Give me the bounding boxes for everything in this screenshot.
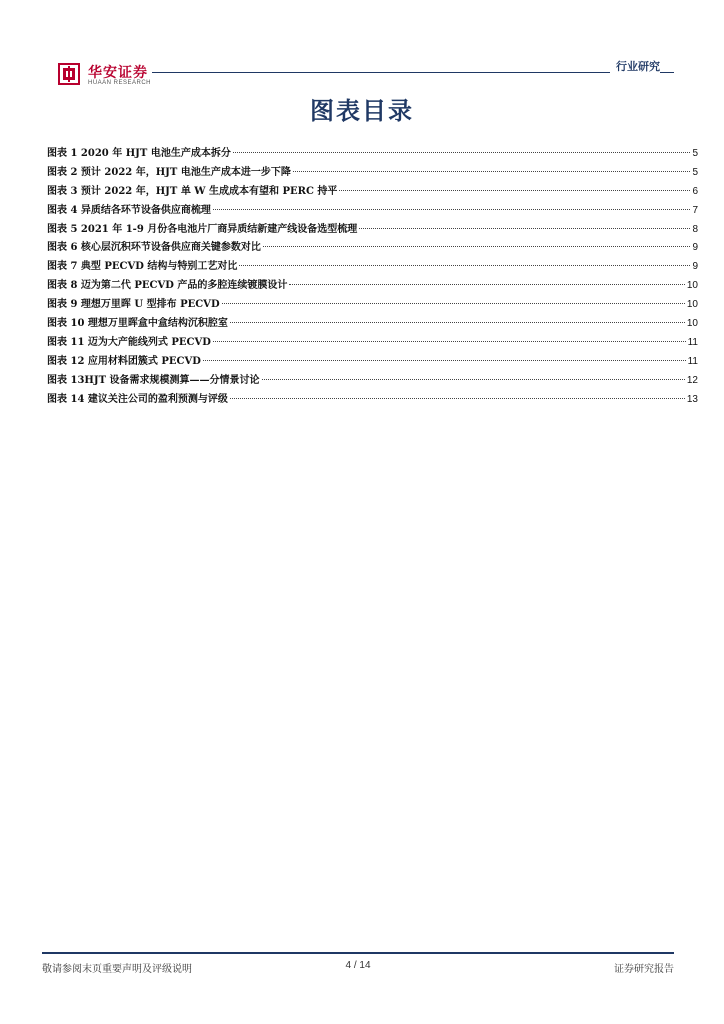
toc-entry[interactable] — [47, 261, 698, 280]
toc-entry[interactable] — [47, 375, 698, 394]
toc-entry-page: 10 — [686, 299, 698, 311]
toc-entry[interactable] — [47, 242, 698, 261]
toc-entry-page: 5 — [692, 166, 698, 178]
page-header — [52, 58, 674, 94]
toc-entry-label: 图表 3 预计 2022 年，HJT 单 W 生成成本有望和 PERC 持平 — [47, 185, 338, 197]
dot-leader — [262, 379, 685, 380]
dot-leader — [203, 360, 686, 361]
toc-entry-label: 图表 11 迈为大产能线列式 PECVD — [47, 336, 211, 348]
toc-entry[interactable] — [47, 337, 698, 356]
toc-entry-page: 9 — [692, 242, 698, 254]
dot-leader — [263, 246, 691, 247]
dot-leader — [230, 398, 685, 399]
dot-leader — [359, 228, 690, 229]
toc-entry-label: 图表 8 迈为第二代 PECVD 产品的多腔连续镀膜设计 — [47, 280, 288, 292]
dot-leader — [222, 303, 685, 304]
toc-entry-label: 图表 12 应用材料团簇式 PECVD — [47, 355, 201, 367]
toc-entry-label: 图表 6 核心层沉积环节设备供应商关键参数对比 — [47, 242, 261, 254]
logo-text-en: HUAAN RESEARCH — [88, 80, 152, 86]
toc-entry[interactable] — [47, 356, 698, 375]
dot-leader — [233, 152, 691, 153]
toc-entry-page: 7 — [692, 204, 698, 216]
toc-entry-label: 图表 13HJT 设备需求规模测算——分情景讨论 — [47, 374, 260, 386]
disclaimer-note: 敬请参阅末页重要声明及评级说明 — [42, 964, 192, 975]
toc-entry-label: 图表 2 预计 2022 年，HJT 电池生产成本进一步下降 — [47, 166, 291, 178]
toc-entry[interactable] — [47, 318, 698, 337]
toc-entry-page: 11 — [687, 355, 698, 367]
toc-entry-page: 11 — [687, 336, 698, 348]
document-type: 证券研究报告 — [614, 964, 674, 975]
toc-entry-page: 8 — [692, 223, 698, 235]
toc-entry-label: 图表 4 异质结各环节设备供应商梳理 — [47, 204, 211, 216]
page-footer — [42, 952, 674, 982]
toc-entry[interactable] — [47, 148, 698, 167]
dot-leader — [289, 284, 684, 285]
toc-entry[interactable] — [47, 394, 698, 413]
toc-entry-page: 10 — [686, 280, 698, 292]
toc-entry[interactable] — [47, 299, 698, 318]
toc-entry-label: 图表 1 2020 年 HJT 电池生产成本拆分 — [47, 148, 231, 159]
toc-entry[interactable] — [47, 167, 698, 186]
toc-entry-page: 13 — [686, 393, 698, 405]
toc-entry[interactable] — [47, 205, 698, 224]
toc-entry[interactable] — [47, 280, 698, 299]
dot-leader — [239, 265, 690, 266]
header-divider — [152, 72, 674, 73]
toc-entry-label: 图表 14 建议关注公司的盈利预测与评级 — [47, 393, 228, 405]
page-title: 图表目录 — [310, 96, 414, 125]
company-logo — [58, 60, 198, 90]
report-category: 行业研究 — [610, 58, 660, 74]
footer-divider — [42, 952, 674, 954]
toc-entry-page: 5 — [692, 148, 698, 159]
dot-leader — [339, 190, 690, 191]
toc-entry-page: 6 — [692, 185, 698, 197]
figure-index — [47, 148, 698, 412]
toc-entry-label: 图表 7 典型 PECVD 结构与特别工艺对比 — [47, 261, 238, 273]
toc-entry[interactable] — [47, 224, 698, 243]
dot-leader — [293, 171, 691, 172]
toc-entry-page: 9 — [692, 261, 698, 273]
toc-entry-label: 图表 9 理想万里晖 U 型排布 PECVD — [47, 299, 220, 311]
toc-entry-page: 12 — [686, 374, 698, 386]
dot-leader — [230, 322, 685, 323]
toc-entry-page: 10 — [686, 318, 698, 330]
company-logo-icon — [58, 63, 80, 85]
page-number: 4 / 14 — [345, 960, 371, 971]
dot-leader — [213, 341, 686, 342]
toc-entry-label: 图表 10 理想万里晖盒中盒结构沉积腔室 — [47, 318, 228, 330]
toc-entry-label: 图表 5 2021 年 1-9 月份各电池片厂商异质结新建产线设备选型梳理 — [47, 223, 358, 235]
logo-text-cn: 华安证券 — [88, 65, 148, 81]
toc-entry[interactable] — [47, 186, 698, 205]
dot-leader — [213, 209, 691, 210]
